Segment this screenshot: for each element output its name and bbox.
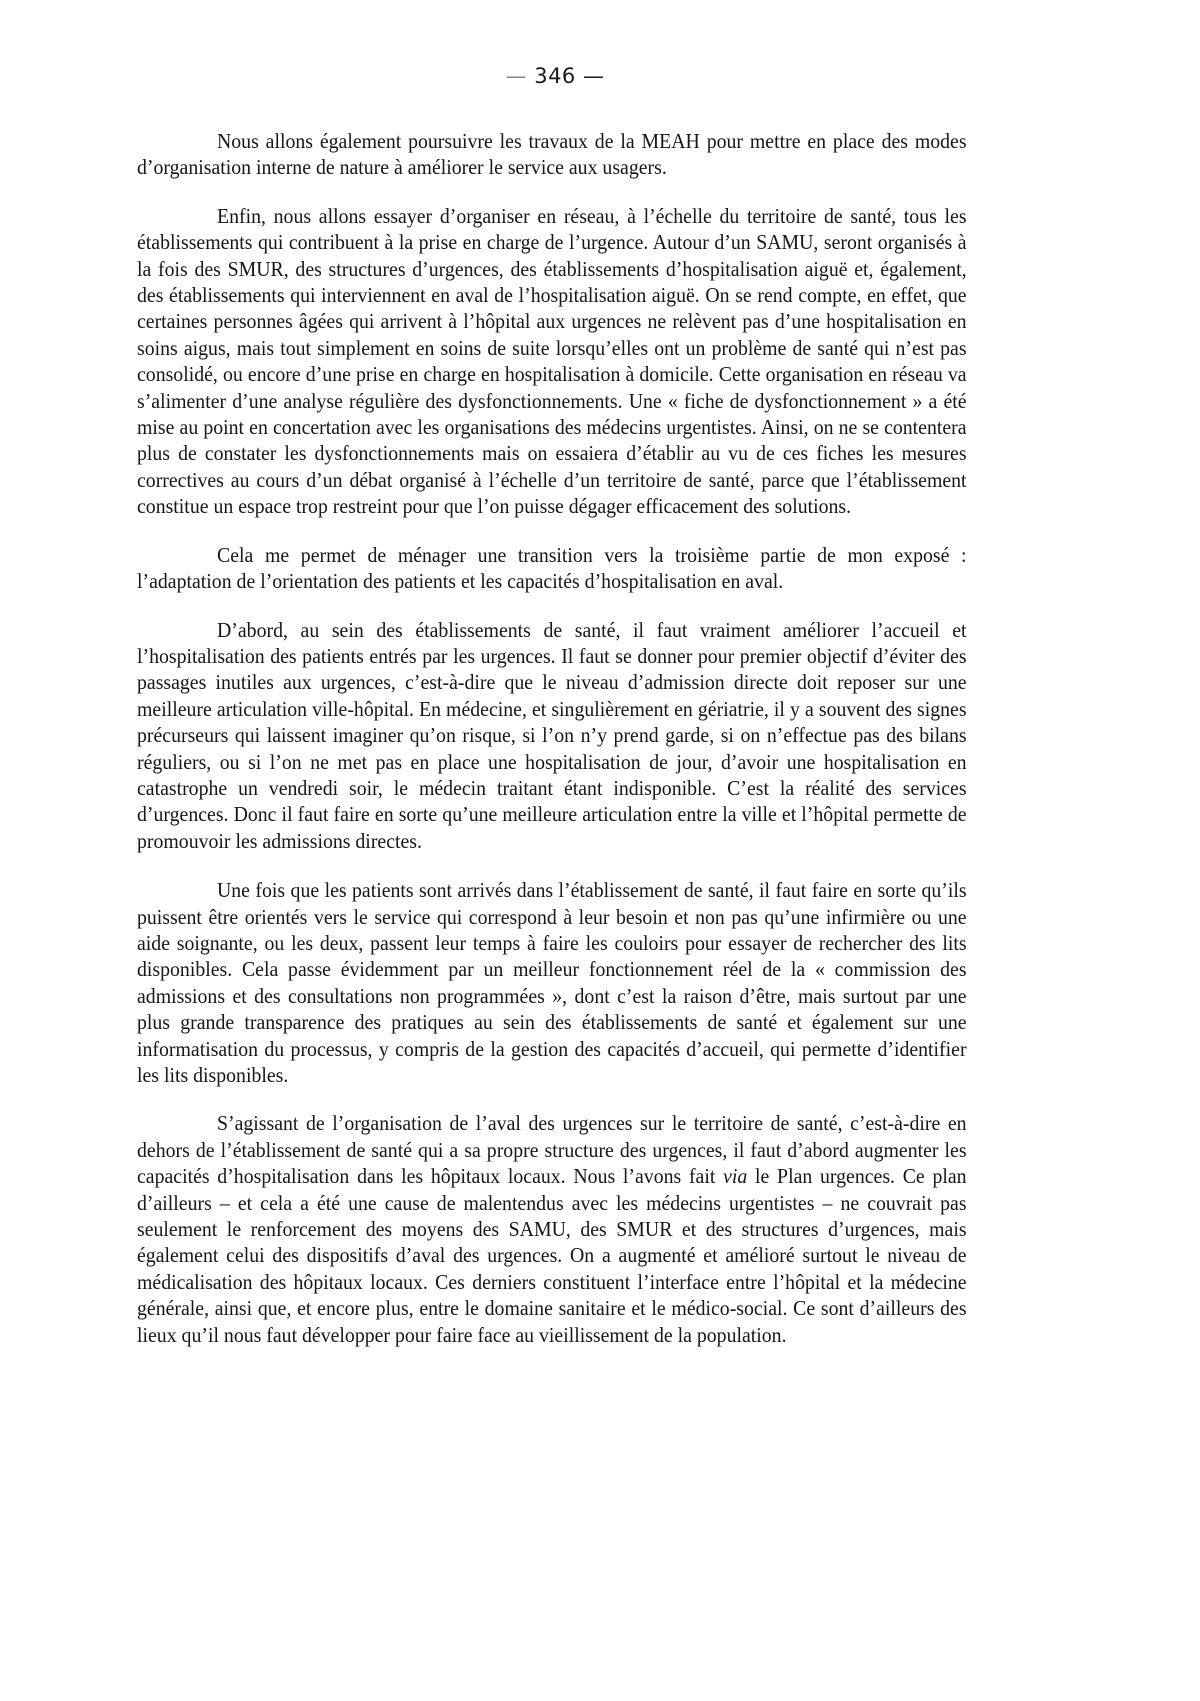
paragraph-admission: D’abord, au sein des établissements de santé, il faut vraiment améliorer l’accueil et l’hospitalisation des patients entrés par les urgences. Il faut se donner pour premier objectif d’éviter des passages inutiles aux urgences, c’est-à-dire que le niveau d’admission directe doit reposer sur une meilleure articulation ville-hôpital. En médecine, et singulièrement en gériatrie, il y a souvent des signes précurseurs qui laissent imaginer qu’on risque, si l’on n’y prend garde, si on n’effectue pas des bilans réguliers, ou si l’on ne met pas en place une hospitalisation de jour, d’avoir une hospitalisation en catastrophe un vendredi soir, le médecin traitant étant indisponible. C’est la réalité des services d’urgences. Donc il faut faire en sorte qu’une meilleure articulation entre la ville et l’hôpital permette de promouvoir les admissions directes. (137, 617, 967, 853)
page-number-value: 346 (534, 64, 576, 88)
page-number-dash-right: — (582, 64, 605, 88)
paragraph-transition: Cela me permet de ménager une transition vers la troisième partie de mon exposé : l’adaptation de l’orientation des patients et les capacités d’hospitalisation en aval. (137, 542, 967, 594)
body-text (137, 128, 967, 1370)
paragraph-orientation: Une fois que les patients sont arrivés dans l’établissement de santé, il faut faire en sorte qu’ils puissent être orientés vers le service qui correspond à leur besoin et non pas qu’une infirmière ou une aide soignante, ou les deux, passent leur temps à faire les couloirs pour essayer de rechercher des lits disponibles. Cela passe évidemment par un meilleur fonctionnement réel de la « commission des admissions et des consultations non programmées », dont c’est la raison d’être, mais surtout par une plus grande transparence des pratiques au sein des établissements de santé et également sur une informatisation du processus, y compris de la gestion des capacités d’accueil, qui permette d’identifier les lits disponibles. (137, 878, 967, 1087)
paragraph-text-part-1: S’agissant de l’organisation de l’aval des urgences sur le territoire de santé, c’est-à-dire en dehors de l’établissement de santé qui a sa propre structure des urgences, il faut d’abord augmenter les capacités d’hospitalisation dans les hôpitaux locaux. Nous l’avons fait (137, 1111, 967, 1189)
paragraph-text-part-2: le Plan urgences. Ce plan d’ailleurs – et cela a été une cause de malentendus avec les médecins urgentistes – ne couvrait pas seulement le renforcement des moyens des SAMU, des SMUR et des structures d’urgences, mais également celui des dispositifs d’aval des urgences. On a augmenté et amélioré surtout le niveau de médicalisation des hôpitaux locaux. Ces derniers constituent l’interface entre l’hôpital et la médecine générale, ainsi que, et encore plus, entre le domaine sanitaire et le médico-social. Ce sont d’ailleurs des lieux qu’il nous faut développer pour faire face au vieillissement de la population. (137, 1164, 967, 1347)
paragraph-downstream-care (137, 1110, 967, 1348)
page-number (0, 64, 1110, 88)
italic-via: via (723, 1164, 748, 1189)
paragraph-meah: Nous allons également poursuivre les travaux de la MEAH pour mettre en place des modes d’organisation interne de nature à améliorer le service aux usagers. (137, 129, 967, 180)
paragraph-network-organisation: Enfin, nous allons essayer d’organiser en réseau, à l’échelle du territoire de santé, tous les établissements qui contribuent à la prise en charge de l’urgence. Autour d’un SAMU, seront organisés à la fois des SMUR, des structures d’urgences, des établissements d’hospitalisation aiguë et, également, des établissements qui interviennent en aval de l’hospitalisation aiguë. On se rend compte, en effet, que certaines personnes âgées qui arrivent à l’hôpital aux urgences ne relèvent pas d’une hospitalisation en soins aigus, mais tout simplement en soins de suite lorsqu’elles ont un problème de santé qui n’est pas consolidé, ou encore d’une prise en charge en hospitalisation à domicile. Cette organisation en réseau va s’alimenter d’une analyse régulière des dysfonctionnements. Une « fiche de dysfonctionnement » a été mise au point en concertation avec les organisations des médecins urgentistes. Ainsi, on ne se contentera plus de constater les dysfonctionnements mais on essaiera d’établir au vu de ces fiches les mesures correctives au cours d’un débat organisé à l’échelle d’un territoire de santé, parce que l’établissement constitue un espace trop restreint pour que l’on puisse dégager efficacement des solutions. (137, 203, 967, 519)
page-number-dash-left: — (505, 64, 528, 88)
